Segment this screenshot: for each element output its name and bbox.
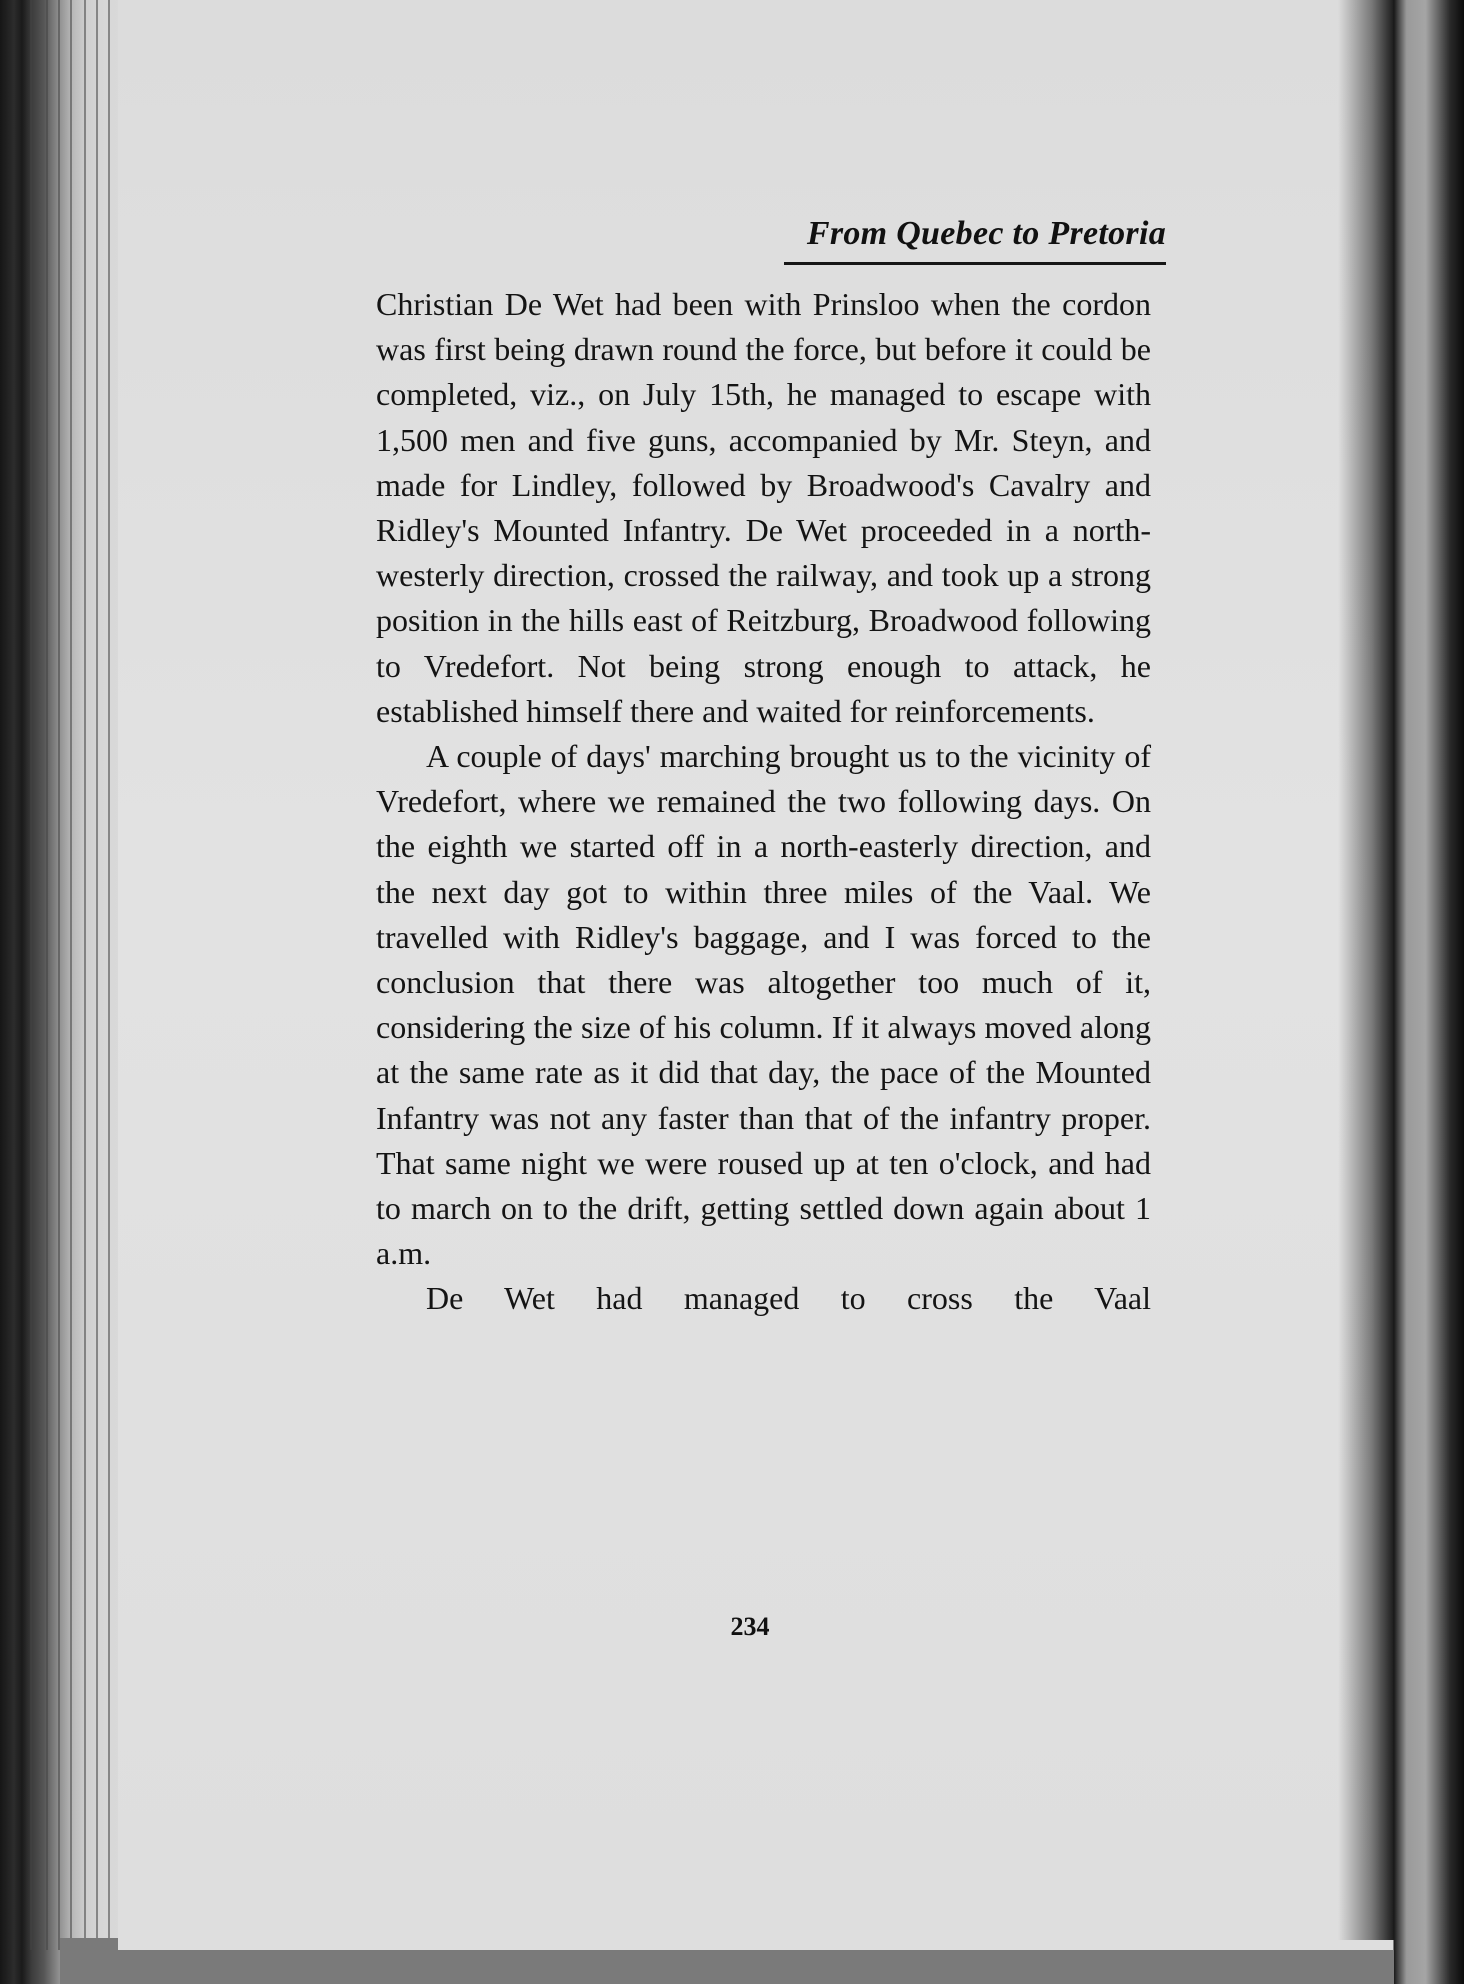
body-text xyxy=(376,282,1151,1322)
page-number: 234 xyxy=(730,1612,770,1641)
paragraph: De Wet had managed to cross the Vaal xyxy=(426,1280,1151,1317)
page-edge-line xyxy=(96,0,98,1950)
facing-page-edge xyxy=(1394,0,1464,1984)
page-edge-line xyxy=(58,0,60,1950)
paragraph: A couple of days' marching brought us to the vicinity of Vredefort, where we remained the two following days. On the eighth we started off in a north-easterly direction, and the next day got to within three miles of the Vaal. We travelled with Ridley's baggage, and I was forced to the conclusion that there was altogether too much of it, considering the size of his column. If it always moved along at the same rate as it did that day, the pace of the Mounted Infantry was not any faster than that of the infantry proper. That same night we were roused up at ten o'clock, and had to march on to the drift, getting settled down again about 1 a.m. xyxy=(376,738,1151,1272)
running-head-title: From Quebec to Pretoria xyxy=(806,215,1166,252)
page-edges xyxy=(0,0,125,1984)
paragraph: Christian De Wet had been with Prinsloo when the cordon was first being drawn round the force, but before it could be completed, viz., on July 15th, he managed to escape with 1,500 men and five guns, accompanied by Mr. Steyn, and made for Lindley, followed by Broadwood's Cavalry and Ridley's Mounted Infantry. De Wet proceeded in a north-westerly direction, crossed the railway, and took up a strong position in the hills east of Reitzburg, Broadwood following to Vredefort. Not being strong enough to attack, he established himself there and waited for reinforcements. xyxy=(376,286,1151,729)
page-edge-line xyxy=(30,0,32,1950)
page-edge-line xyxy=(70,0,72,1950)
page-edge-line xyxy=(46,0,48,1950)
page-edge-line xyxy=(84,0,86,1950)
running-header xyxy=(784,210,1166,265)
page-edge-line xyxy=(108,0,110,1950)
gutter-shadow xyxy=(1338,0,1394,1940)
